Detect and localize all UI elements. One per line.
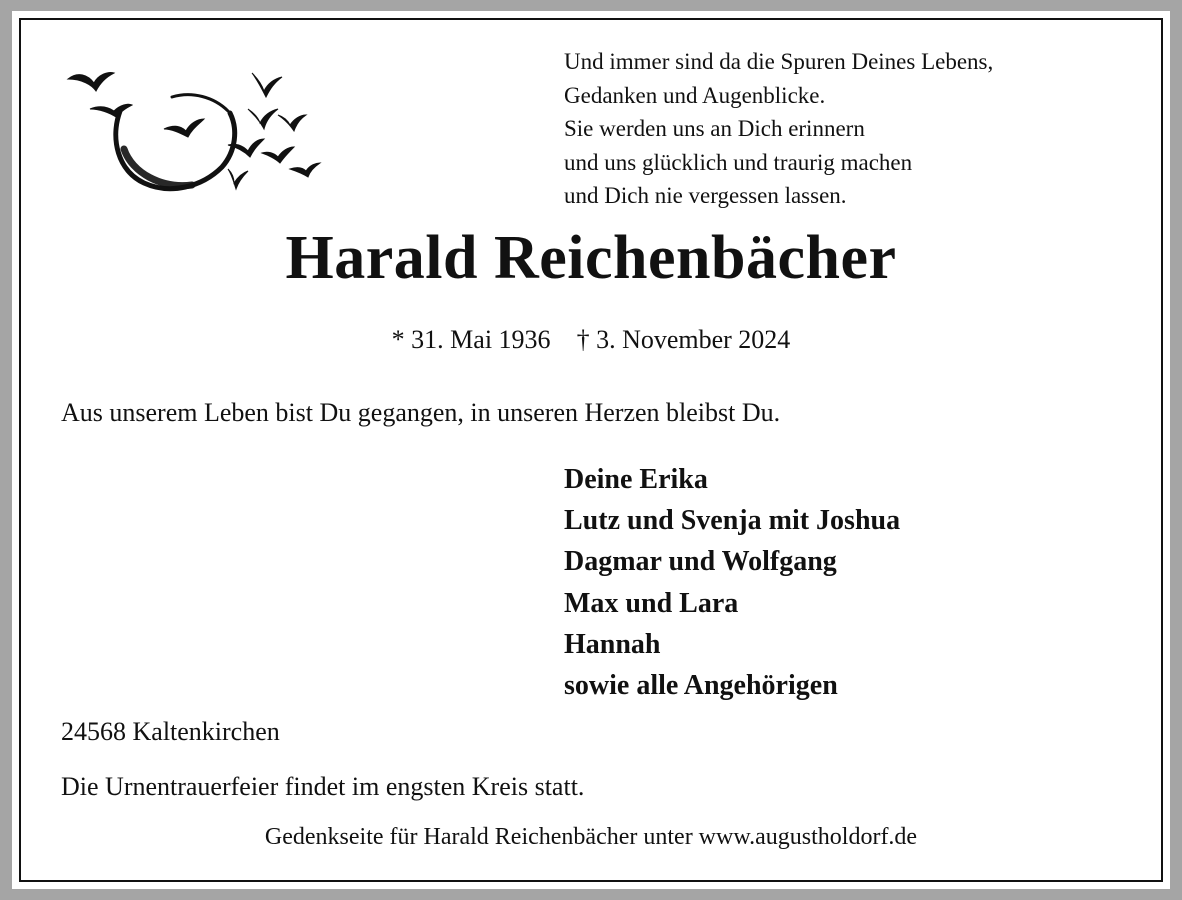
ceremony-note: Die Urnentrauerfeier findet im engsten Kreis statt. [61, 772, 585, 801]
deceased-name: Harald Reichenbächer [285, 224, 897, 292]
mourner: Hannah [564, 628, 661, 660]
mourner: sowie alle Angehörigen [564, 670, 838, 702]
poem [564, 45, 993, 213]
mourner: Lutz und Svenja mit Joshua [564, 505, 901, 537]
poem-line: Und immer sind da die Spuren Deines Lebens, [564, 49, 994, 74]
poem-line: und Dich nie vergessen lassen. [564, 183, 847, 208]
obituary-card [12, 11, 1170, 889]
birds-and-moon-icon [52, 49, 322, 209]
life-dates [12, 325, 1170, 355]
birth-date: * 31. Mai 1936 [391, 325, 551, 354]
mourner: Dagmar und Wolfgang [564, 546, 837, 578]
motto: Aus unserem Leben bist Du gegangen, in unseren Herzen bleibst Du. [61, 398, 781, 427]
death-date: † 3. November 2024 [576, 325, 791, 354]
poem-line: Gedanken und Augenblicke. [564, 82, 826, 108]
city: 24568 Kaltenkirchen [61, 717, 280, 746]
mourners-list [564, 459, 900, 706]
poem-line: und uns glücklich und traurig machen [564, 149, 913, 175]
mourner: Max und Lara [564, 587, 739, 619]
poem-line: Sie werden uns an Dich erinnern [564, 116, 865, 141]
memorial-page-note: Gedenkseite für Harald Reichenbächer unter www.augustholdorf.de [264, 824, 918, 850]
mourner: Deine Erika [564, 464, 708, 495]
